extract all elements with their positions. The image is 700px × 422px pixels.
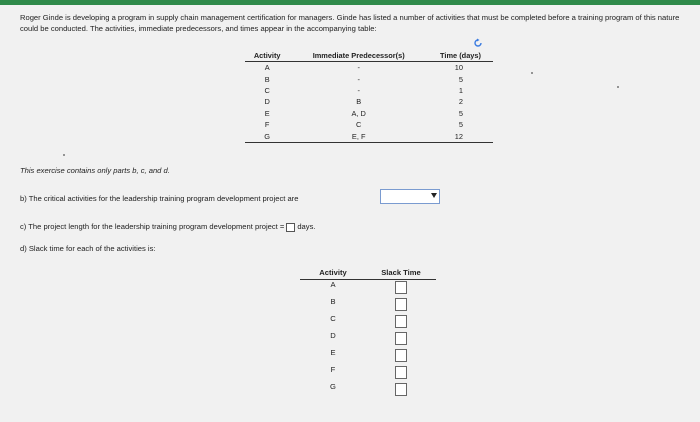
predecessor-cell: B: [356, 97, 362, 107]
time-cell: 2: [458, 97, 463, 107]
activity-cell: B: [330, 297, 336, 306]
table-row: [245, 96, 493, 107]
table-row: [245, 108, 493, 119]
activity-cell: D: [330, 331, 336, 340]
activity-cell: A: [330, 280, 336, 289]
table-row: [300, 382, 436, 399]
predecessor-cell: C: [356, 120, 362, 130]
activity-cell: C: [330, 314, 336, 323]
header-predecessors: Immediate Predecessor(s): [312, 50, 405, 60]
activity-cell: A: [264, 63, 270, 73]
stray-dot: [617, 86, 619, 88]
predecessor-cell: -: [357, 85, 360, 95]
slack-table: [300, 265, 436, 399]
header-slack-time: Slack Time: [381, 267, 421, 277]
header-activity: Activity: [319, 267, 347, 277]
table-row: [300, 331, 436, 348]
activity-cell: F: [330, 365, 336, 374]
activity-cell: E: [330, 348, 336, 357]
question-c-line: [20, 222, 315, 232]
project-length-input[interactable]: [286, 223, 295, 232]
activity-table-header: [245, 49, 493, 62]
critical-activities-select[interactable]: [380, 189, 440, 204]
table-row: [300, 297, 436, 314]
slack-input-d[interactable]: [395, 332, 407, 345]
header-time: Time (days): [440, 50, 481, 60]
days-unit: days.: [297, 222, 316, 231]
time-cell: 12: [454, 131, 463, 141]
table-row: [245, 130, 493, 142]
predecessor-cell: -: [357, 74, 360, 84]
problem-statement: Roger Ginde is developing a program in supply chain management certification for managers. Ginde has listed a number of activities that must be completed before a training program of this nature could be conducted. The activities, immediate predecessors, and times appear in the accompanying table:: [20, 13, 680, 33]
activity-cell: D: [264, 97, 270, 107]
slack-input-g[interactable]: [395, 383, 407, 396]
question-c: c) The project length for the leadership training program development project =: [20, 222, 285, 231]
table-row: [300, 280, 436, 298]
exercise-note: This exercise contains only parts b, c, and d.: [20, 166, 170, 175]
question-d: d) Slack time for each of the activities is:: [20, 244, 156, 253]
activity-table: [245, 49, 493, 143]
slack-input-e[interactable]: [395, 349, 407, 362]
predecessor-cell: -: [357, 63, 360, 73]
predecessor-cell: A, D: [351, 108, 366, 118]
activity-cell: G: [264, 131, 271, 141]
slack-input-b[interactable]: [395, 298, 407, 311]
table-row: [300, 365, 436, 382]
activity-cell: E: [264, 108, 270, 118]
activity-cell: C: [264, 85, 270, 95]
slack-input-c[interactable]: [395, 315, 407, 328]
stray-dot: [63, 154, 65, 156]
activity-cell: G: [330, 382, 336, 391]
table-row: [300, 348, 436, 365]
time-cell: 5: [458, 74, 463, 84]
table-row: [245, 73, 493, 84]
time-cell: 10: [454, 63, 463, 73]
slack-table-header: [300, 265, 436, 280]
predecessor-cell: E, F: [351, 131, 366, 141]
table-row: [300, 314, 436, 331]
activity-cell: B: [264, 74, 270, 84]
time-cell: 5: [458, 120, 463, 130]
stray-dot: [531, 72, 533, 74]
time-cell: 5: [458, 108, 463, 118]
activity-cell: F: [264, 120, 270, 130]
refresh-icon[interactable]: [473, 38, 483, 48]
time-cell: 1: [458, 85, 463, 95]
top-accent-bar: [0, 0, 700, 5]
table-row: [245, 119, 493, 130]
header-activity: Activity: [253, 50, 281, 60]
table-row: [245, 62, 493, 74]
question-b: b) The critical activities for the leadership training program development project are: [20, 194, 299, 203]
table-row: [245, 85, 493, 96]
slack-input-f[interactable]: [395, 366, 407, 379]
slack-input-a[interactable]: [395, 281, 407, 294]
dropdown-arrow-icon: [431, 193, 437, 198]
